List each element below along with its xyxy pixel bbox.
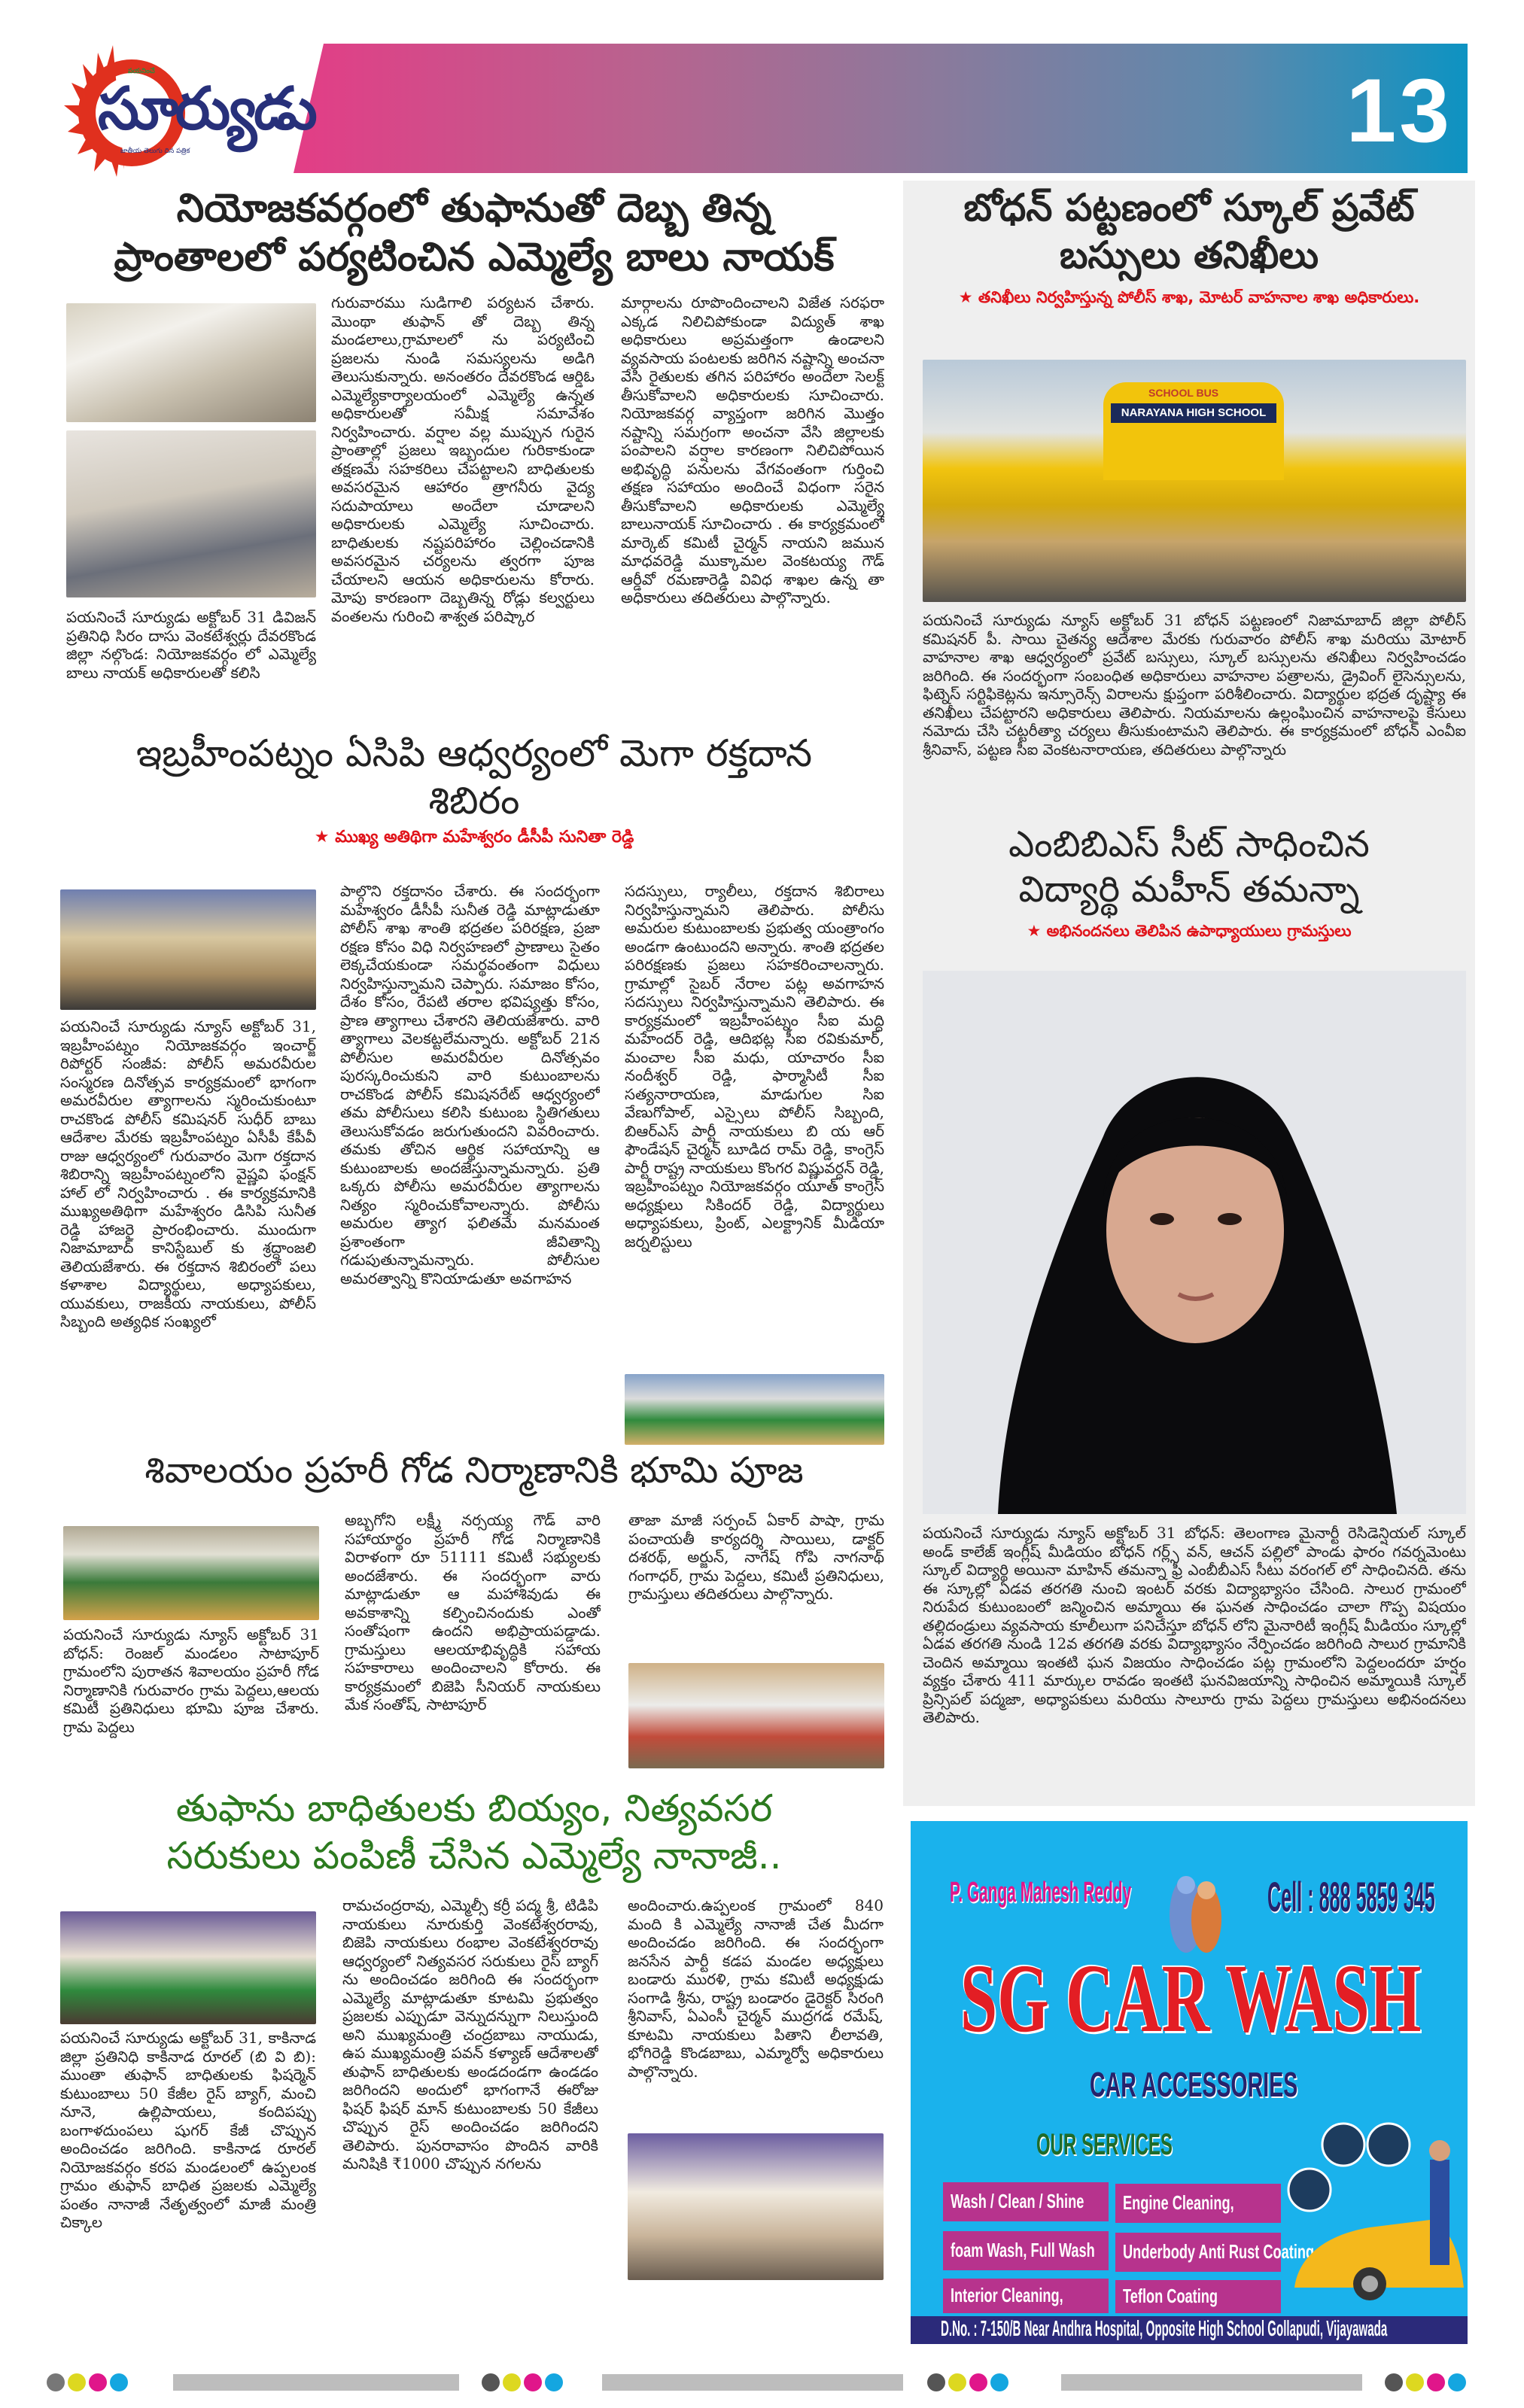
ad-service-item xyxy=(943,2279,1109,2313)
ad-service-label: Engine Cleaning, xyxy=(1123,2191,1234,2214)
story-5-photo-school-bus xyxy=(923,360,1466,602)
logo-top-text: పయనించే xyxy=(128,68,155,75)
story-4-col-1: పయనించే సూర్యుడు అక్టోబర్ 31, కాకినాడ జిల్లా ప్రతినిధి కాకినాడ రూరల్ (బి వి బి): ముంతా తుఫాన్ బాధితులకు ఫిషర్మెన్ కుటుంబాలు 50 కేజీల రైస్ బ్యాగ్, మంచి నూనె, ఉల్లిపాయలు, కందిపప్పు బంగాళదుంపలు షుగర్ కేజీ చొప్పున అందించడం జరిగింది. కాకినాడ రూరల్ నియోజకవర్గం కరప మండలంలో ఉప్పలంక గ్రామం తుఫాన్ బాధిత ప్రజలకు ఎమ్మెల్యే పంతం నానాజీ నేతృత్వంలో మాజీ మంత్రి చిక్కాల xyxy=(60,2029,316,2231)
story-2-col-1: పయనించే సూర్యుడు న్యూస్ అక్టోబర్ 31, ఇబ్రహీంపట్నం నియోజకవర్గం ఇంచార్జ్ రిపోర్టర్ సంజీవ: పోలీస్ అమరవీరుల సంస్మరణ దినోత్సవ కార్యక్రమంలో భాగంగా అమరవీరుల త్యాగాలను స్మరించుకుంటూ రాచకొండ పోలీస్ కమిషనర్ సుధీర్ బాబు ఆదేశాల మేరకు ఇబ్రహీంపట్నం ఏసీపీ కేపీవీ రాజు ఆధ్వర్యంలో గురువారం మెగా రక్తదాన శిబిరాన్ని ఇబ్రహీంపట్నంలోని వైష్ణవి ఫంక్షన్ హాల్ లో నిర్వహించారు . ఈ కార్యక్రమానికి ముఖ్యఅతిథిగా మహేశ్వరం డిసిపి సునీత రెడ్డి హాజరై ప్రారంభించారు. ముందుగా నిజామాబాద్ కానిస్టేబుల్ కు శ్రద్ధాంజలి తెలియజేశారు. ఈ రక్తదాన శిబిరంలో పలు కళాశాల విద్యార్థులు, అధ్యాపకులు, యువకులు, రాజకీయ నాయకులు, పోలీస్ సిబ్బంది అత్యధిక సంఖ్యలో xyxy=(60,1017,316,1330)
story-3-photo-bhoomi-puja xyxy=(63,1526,319,1620)
headline-line: బోధన్ పట్టణంలో స్కూల్ ప్రవేట్ xyxy=(963,186,1415,230)
headline-line: శిబిరం xyxy=(428,778,520,822)
story-2-col-3: సదస్సులు, ర్యాలీలు, రక్తదాన శిబిరాలు నిర్వహిస్తున్నామని తెలిపారు. పోలీసు అమరుల కుటుంబాలకు ప్రభుత్వ యంత్రాంగం అండగా ఉంటుందని అన్నారు. శాంతి భద్రతల పరిరక్షణకు ప్రజలు సహకరించాలన్నారు. గ్రామాల్లో సైబర్ నేరాల పట్ల అవగాహన సదస్సులు నిర్వహిస్తున్నామని తెలిపారు. ఈ కార్యక్రమంలో ఇబ్రహీంపట్నం సీఐ మద్ది మహేందర్ రెడ్డి, ఆదిభట్ల సీఐ రవికుమార్, మంచాల సీఐ మధు, యాచారం సీఐ నందీశ్వర్ రెడ్డి, ఫార్మాసిటీ సీఐ సత్యనారాయణ, మాడుగుల సిఐ వేణుగోపాల్, ఎస్సైలు పోలీస్ సిబ్బంది, బిఆర్ఎస్ పార్టీ నాయకులు బి య ఆర్ ఫౌండేషన్ చైర్మన్ బూడిద రామ్ రెడ్డి, కాంగ్రెస్ పార్టీ రాష్ట్ర నాయకులు కొంగర విష్ణువర్ధన్ రెడ్డి, ఇబ్రహీంపట్నం నియోజకవర్గం యూత్ కాంగ్రెస్ అధ్యక్షులు సికిందర్ రెడ్డి, విద్యార్థులు అధ్యాపకులు, ప్రింట్, ఎలక్ట్రానిక్ మీడియా జర్నలిస్టులు xyxy=(625,882,884,1251)
story-5-subline: ★ తనిఖీలు నిర్వహిస్తున్న పోలీస్ శాఖ, మోటర్ వాహనాల శాఖ అధికారులు. xyxy=(958,288,1420,306)
story-5-headline xyxy=(911,184,1468,278)
ad-phone: Cell : 888 5859 345 xyxy=(1267,1873,1435,1920)
story-1-photo-meeting xyxy=(66,303,316,422)
story-2-photo-blood-camp xyxy=(60,889,316,1010)
ad-title: SG CAR WASH xyxy=(960,1944,1422,2053)
headline-line: సరుకులు పంపిణీ చేసిన ఎమ్మెల్యే నానాజీ.. xyxy=(166,1833,782,1877)
ad-service-label: Interior Cleaning, xyxy=(951,2284,1063,2306)
ad-service-item xyxy=(1115,2233,1315,2272)
story-6-body: పయనించే సూర్యుడు న్యూస్ అక్టోబర్ 31 బోధన్: తెలంగాణ మైనార్టీ రెసిడెన్షియల్ స్కూల్ అండ్ కాలేజ్ ఇంగ్లీష్ మీడియం బోధన్ గర్ల్స్ వన్, ఆచన్ పల్లిలో పాండు ఫారం గవర్నమెంటు స్కూల్ విద్యార్థి అయినా మాహిన్ తమన్నా ఫ్రీ ఎంబీబీఎస్ సీటు వరంగల్ లో సాధించినది. తను ఈ స్కూల్లో ఏడవ తరగతి నుంచి ఇంటర్ వరకు విద్యాభ్యాసం చేసింది. సాలుర గ్రామంలో నిరుపేద కుటుంబంలో జన్మించిన అమ్మాయి ఈ ఘనత సాధించడం చాలా గొప్ప విషయం తల్లిదండ్రులు వ్యవసాయ కూలీలుగా పనిచేస్తూ బోధన్ లోని మైనారిటీ ఇంగ్లీష్ మీడియం స్కూల్లో ఏడవ తరగతి నుండి 12వ తరగతి వరకు విద్యాభ్యాసం నేర్పించడం జరిగింది సాలుర గ్రామానికి చెందిన అమ్మాయి ఇంతటి ఘన విజయం సాధించడం పట్ల గ్రామంలోని పెద్దలందరూ హర్షం వ్యక్తం చేశారు 411 మార్కుల రావడం ఇంతటి ఘనవిజయాన్ని సాధించిన అమ్మాయికి స్కూల్ ప్రిన్సిపల్ పద్మజా, అధ్యాపకులు మరియు సాలూరు గ్రామ పెద్దలు గ్రామస్తులు అభినందనలు తెలిపారు. xyxy=(923,1524,1466,1726)
headline-line: ఎంబిబిఎస్ సీట్ సాధించిన xyxy=(1008,823,1370,865)
story-2-col-2: పాల్గొని రక్తదానం చేశారు. ఈ సందర్భంగా మహేశ్వరం డీసీపీ సునీత రెడ్డి మాట్లాడుతూ పోలీస్ శాఖ శాంతి భద్రతల పరిరక్షణ, ప్రజా రక్షణ కోసం విధి నిర్వహణలో ప్రాణాలు సైతం లెక్కచేయకుండా సమర్థవంతంగా విధులు నిర్వహిస్తున్నామని చెప్పారు. సమాజం కోసం, దేశం కోసం, రేపటి తరాల భవిష్యత్తు కోసం, ప్రాణ త్యాగాలు చేశారని తెలియజేశారు. వారి త్యాగాలు వెలకట్టలేమన్నారు. అక్టోబర్ 21న పోలీసుల అమరవీరుల దినోత్సవం పురస్కరించుకుని వారి కుటుంబాలను రాచకొండ పోలీస్ కమిషనరేట్ ఆధ్వర్యంలో తమ పోలీసులు కలిసి కుటుంబ స్థితిగతులు తెలుసుకోవడం జరుగుతుందని వివరించారు. తమకు తోచిన ఆర్థిక సహాయాన్ని ఆ కుటుంబాలకు అందజేస్తున్నామన్నారు. ప్రతి ఒక్కరు పోలీసు అమరవీరుల త్యాగాలను నిత్యం స్మరించుకోవాలన్నారు. పోలీసు అమరుల త్యాగ ఫలితమే మనమంత ప్రశాంతంగా జీవితాన్ని గడుపుతున్నామన్నారు. పోలీసుల అమరత్వాన్ని కొనియాడుతూ అవగాహన xyxy=(340,882,600,1288)
bus-school-sign: NARAYANA HIGH SCHOOL xyxy=(1111,403,1276,423)
headline-line: ఇబ్రహీంపట్నం ఏసిపి ఆధ్వర్యంలో మెగా రక్తదాన xyxy=(135,731,813,775)
page-number: 13 xyxy=(1346,60,1453,161)
ad-subtitle: CAR ACCESSORIES xyxy=(1090,2065,1298,2104)
headline-line: తుఫాను బాధితులకు బియ్యం, నిత్యవసర xyxy=(175,1786,773,1830)
story-3-headline xyxy=(60,1448,888,1493)
headline-line: నియోజకవర్గంలో తుఫానుతో దెబ్బ తిన్న xyxy=(176,186,772,231)
story-4-col-2: రామచంద్రరావు, ఎమ్మెల్సీ కర్రీ పద్మ శ్రీ, టిడిపి నాయకులు నూరుకుర్తి వెంకటేశ్వరరావు, బిజెపి నాయకులు రంభాల వెంకటేశ్వరరావు ఆధ్వర్యంలో నిత్యవసర సరుకులు రైస్ బ్యాగ్ ను అందించడం జరిగింది ఈ సందర్భంగా ఎమ్మెల్యే మాట్లాడుతూ కూటమి ప్రభుత్వం ప్రజలకు ఎప్పుడూ వెన్నుదన్నుగా నిలుస్తుంది అని ముఖ్యమంత్రి చంద్రబాబు నాయుడు, ఉప ముఖ్యమంత్రి పవన్ కళ్యాణ్ ఆదేశాలతో తుఫాన్ బాధితులకు అండదండగా ఉండడం జరిగిందని అందులో భాగంగానే ఈరోజు ఫిషర్ ఫిషర్ మాన్ కుటుంబాలకు 50 కేజీలు చొప్పున రైస్ అందించడం జరిగిందని తెలిపారు. పునరావాసం పొందిన వారికి మనిషికి ₹1000 చొప్పున నగలను xyxy=(342,1896,598,2172)
logo-tagline: జాతీయ తెలుగు దిన పత్రిక xyxy=(120,147,190,155)
story-1-col-2: గురువారము సుడిగాలి పర్యటన చేశారు. మొంథా తుఫాన్ తో దెబ్బ తిన్న మండలాలు,గ్రామాలలో ను పర్యటించి ప్రజలను నుండి సమస్యలను అడిగి తెలుసుకున్నారు. అనంతరం దేవరకొండ ఆర్డిఓ ఎమ్మెల్యేకార్యాలయంలో ఎమ్మెల్యే ఉన్నత అధికారులతో సమీక్ష సమావేశం నిర్వహించారు. వర్షాల వల్ల ముప్పున గురైన ప్రాంతాల్లో ప్రజలు ఇబ్బందుల గురికాకుండా తక్షణమే సహకరిలు చేపట్టాలని బాధితులకు అవసరమైన ఆహారం త్రాగనీరు వైద్య సదుపాయాలు అందేలా చూడాలని అధికారులకు ఎమ్మెల్యే సూచించారు. బాధితులకు నష్టపరిహారం చెల్లించడానికి అవసరమైన చర్యలను త్వరగా పూజ చేయాలని ఆయన అధికారులను కోరారు. మోపు కారణంగా దెబ్బతిన్న రోడ్లు కల్వర్టులు వంతలను గురించి శాశ్వత పరిష్కార xyxy=(331,293,595,625)
story-2-subline: ★ ముఖ్య అతిథిగా మహేశ్వరం డీసీపీ సునితా రెడ్డి xyxy=(314,828,634,847)
car-wash-advertisement xyxy=(911,1821,1468,2344)
story-4-col-3: అందించారు.ఉప్పలంక గ్రామంలో 840 మంది కి ఎమ్మెల్యే నానాజీ చేత మీదగా అందించడం జరిగింది. ఈ సందర్భంగా జనసేన పార్టీ కడప మండల అధ్యక్షులు బండారు మురళి, గ్రామ కమిటీ అధ్యక్షుడు సంగాడి శ్రీను, రాష్ట్ర బండారం డైరెక్టర్ సిరంగి శ్రీనివాస్, ఏఎంసీ చైర్మన్ ముద్రగడ రమేష్, కూటమి నాయకులు పితాని లీలావతి, భోగిరెడ్డి కొండబాబు, ఎమ్మార్వో అధికారులు పాల్గొన్నారు. xyxy=(628,1896,884,2081)
headline-line: ప్రాంతాలలో పర్యటించిన ఎమ్మెల్యే బాలు నాయక్ xyxy=(114,235,835,280)
story-1-col-3: మార్గాలను రూపొందించాలని విజేత సరఫరా ఎక్కడ నిలిచిపోకుండా విద్యుత్ శాఖ అధికారులు అప్రమత్తంగా ఉండాలని వ్యవసాయ పంటలకు జరిగిన నష్టాన్ని అంచనా వేసి రైతులకు తగిన పరిహారం అందేలా సెలక్ట్ తీసుకోవాలని అధికారులకు సూచించారు. నియోజకవర్గ వ్యాప్తంగా జరిగిన మొత్తం నష్టాన్ని సమగ్రంగా అంచనా వేసి జిల్లాలకు పంపాలని వర్షాల కారణంగా నిలిచిపోయిన అభివృద్ధి పనులను వేగవంతంగా గుర్తించి తక్షణ సహాయం అందించే విధంగా సరైన తీసుకోవాలని అధికారులకు ఎమ్మెల్యే బాలునాయక్ సూచించారు . ఈ కార్యక్రమంలో మార్కెట్ కమిటీ చైర్మన్ నాయని జమున మాధవరెడ్డి ముక్కామల వెంకటయ్య గౌడ్ ఆర్డీవో రమణారెడ్డి వివిధ శాఖల ఉన్న తా అధికారులు తదితరులు పాల్గొన్నారు. xyxy=(621,293,884,607)
story-6-subline: ★ అభినందనలు తెలిపిన ఉపాధ్యాయులు గ్రామస్తులు xyxy=(1027,922,1352,940)
story-3-col-1: పయనించే సూర్యుడు న్యూస్ అక్టోబర్ 31 బోధన్: రెంజల్ మండలం సాటాపూర్ గ్రామంలోని పురాతన శివాలయం ప్రహరీ గోడ నిర్మాణానికి గురువారం గ్రామ పెద్దలు,ఆలయ కమిటీ ప్రతినిధులు భూమి పూజ చేశారు. గ్రామ పెద్దలు xyxy=(63,1625,319,1736)
story-1-photo-review xyxy=(66,430,316,597)
story-2-photo-police-group xyxy=(625,1374,884,1445)
student-portrait-photo xyxy=(923,971,1466,1514)
ad-owner: P. Ganga Mahesh Reddy xyxy=(950,1877,1132,1908)
story-4-photo-distribution xyxy=(60,1911,316,2024)
story-4-photo-rice-bags xyxy=(628,2133,884,2280)
story-6-headline xyxy=(911,822,1468,912)
ad-service-label: foam Wash, Full Wash xyxy=(951,2239,1095,2261)
ad-service-item xyxy=(1115,2280,1281,2313)
story-2-headline xyxy=(60,730,888,824)
story-4-headline xyxy=(60,1785,888,1879)
headline-line: విద్యార్థి మహీన్ తమన్నా xyxy=(1018,868,1360,911)
story-5-body: పయనించే సూర్యుడు న్యూస్ అక్టోబర్ 31 బోధన్ పట్టణంలో నిజామాబాద్ జిల్లా పోలీస్ కమిషనర్ పీ. సాయి చైతన్య ఆదేశాల మేరకు గురువారం పోలీస్ శాఖ మరియు మోటార్ వాహనాల శాఖ ఆధ్వర్యంలో ప్రవేట్ బస్సులు, స్కూల్ బస్సులను తనిఖీలు నిర్వహించడం జరిగింది. ఈ సందర్భంగా సంబంధిత అధికారులు వాహనాల పత్రాలను, డ్రైవింగ్ లైసెన్సులను, ఫిట్నెస్ సర్టిఫికెట్లను ఇన్సూరెన్స్ విరాలను క్షుప్తంగా పరిశీలించారు. విద్యార్థుల భద్రత దృష్ట్యా ఈ తనిఖీలు చేపట్టారని అధికారులు తెలిపారు. నియమాలను ఉల్లంఘించిన వాహనాలపై కేసులు నమోదు చేసి చట్టరీత్యా చర్యలు తీసుకుంటామని తెలిపారు. ఈ కార్యక్రమంలో బోధన్ ఎంవీఐ శ్రీనివాస్, పట్టణ సీఐ వెంకటనారాయణ, తదితరులు పాల్గొన్నారు xyxy=(923,611,1466,759)
car-wash-illustration-icon xyxy=(1279,2115,1468,2318)
ad-services-label: OUR SERVICES xyxy=(1036,2128,1173,2161)
story-3-col-3: తాజా మాజీ సర్పంచ్ ఏకార్ పాషా, గ్రామ పంచాయతీ కార్యదర్శి సాయిలు, డాక్టర్ దశరథ్, అర్జున్, నాగేష్ గోపి నాగనాథ్ గంగాధర్, గ్రామ పెద్దలు, కమిటీ ప్రతినిధులు, గ్రామస్తులు తదితరులు పాల్గొన్నారు. xyxy=(628,1511,884,1603)
ad-service-label: Underbody Anti Rust Coating xyxy=(1123,2240,1315,2263)
ad-service-item xyxy=(943,2231,1109,2270)
ad-service-item xyxy=(943,2182,1109,2221)
ad-service-label: Teflon Coating xyxy=(1123,2285,1218,2307)
masthead-band xyxy=(294,44,1468,173)
logo-text: సూర్యుడు xyxy=(98,75,315,143)
story-1-col-1: పయనించే సూర్యుడు అక్టోబర్ 31 డివిజన్ ప్రతినిధి సిరం దాసు వెంకటేశ్వర్లు దేవరకొండ జిల్లా నల్గొండ: నియోజకవర్గం లో ఎమ్మెల్యే బాలు నాయక్ అధికారులతో కలిసి xyxy=(66,608,316,682)
bus-top-sign: SCHOOL BUS xyxy=(1148,387,1219,399)
story-1-headline xyxy=(60,184,888,282)
ad-service-label: Wash / Clean / Shine xyxy=(951,2190,1084,2212)
story-3-photo-donation xyxy=(628,1663,884,1768)
deity-image-icon xyxy=(1165,1859,1225,1956)
headline-line: బస్సులు తనిఖీలు xyxy=(1059,233,1319,277)
ad-address: D.No. : 7-150/B Near Andhra Hospital, Opposite High School Gollapudi, Vijayawada xyxy=(941,2317,1388,2341)
story-3-col-2: అబ్బగోని లక్ష్మీ నర్సయ్య గౌడ్ వారి సహాయార్థం ప్రహరీ గోడ నిర్మాణానికి విరాళంగా రూ 51111 కమిటీ సభ్యులకు అందజేశారు. ఈ సందర్భంగా వారు మాట్లాడుతూ ఆ మహాశివుడు ఈ అవకాశాన్ని కల్పించినందుకు ఎంతో సంతోషంగా ఉందని అభిప్రాయపడ్డాడు. గ్రామస్తులు ఆలయాభివృద్ధికి సహాయ సహకారాలు అందించాలని కోరారు. ఈ కార్యక్రమంలో బిజెపి సీనియర్ నాయకులు మేక సంతోష్, సాటాపూర్ xyxy=(345,1511,601,1713)
headline-line: శివాలయం ప్రహరీ గోడ నిర్మాణానికి భూమి పూజ xyxy=(144,1449,804,1491)
ad-service-item xyxy=(1115,2184,1281,2223)
